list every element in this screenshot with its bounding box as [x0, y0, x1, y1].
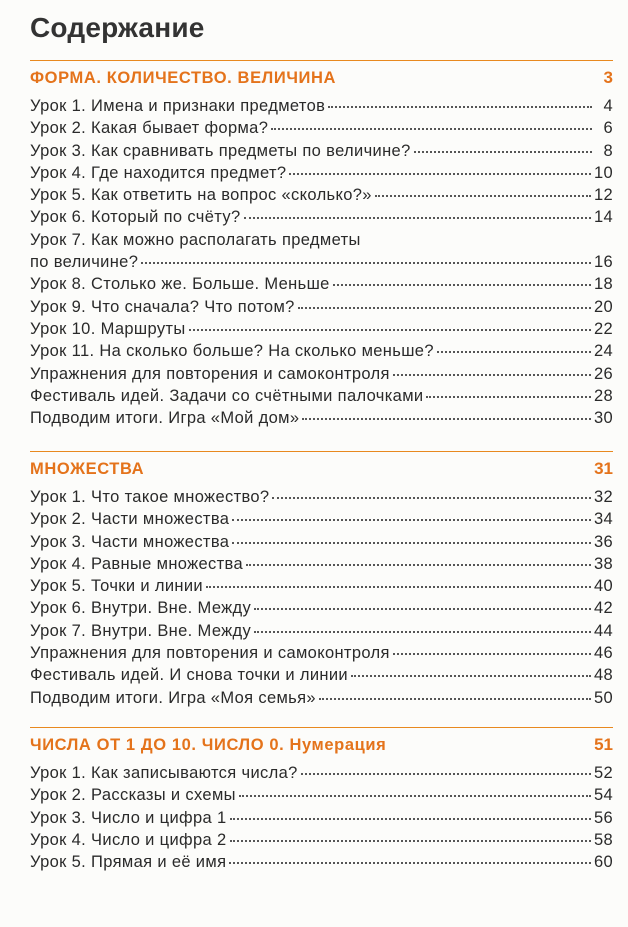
toc-entry-page: 52	[593, 764, 613, 782]
toc-entry-page: 32	[593, 488, 613, 506]
toc-entry-page: 56	[593, 808, 613, 827]
toc-entry-title: Урок 4. Где находится предмет?	[30, 163, 287, 182]
dot-leader	[319, 698, 591, 700]
toc-entry-page: 28	[593, 386, 613, 405]
toc-entry[interactable]	[30, 273, 613, 295]
dot-leader	[393, 653, 591, 655]
toc-entry-page: 38	[593, 554, 613, 573]
toc-entry-title: Урок 10. Маршруты	[30, 319, 186, 338]
dot-leader	[289, 173, 591, 175]
dot-leader	[230, 840, 591, 842]
toc-entry-title: Упражнения для повторения и самоконтроля	[30, 364, 390, 383]
dot-leader	[254, 608, 591, 610]
toc-entry-title: Урок 4. Равные множества	[30, 554, 243, 573]
toc-entry[interactable]	[30, 140, 613, 162]
dot-leader	[229, 862, 591, 864]
section-heading	[30, 451, 613, 486]
toc-entry-title: Урок 1. Как записываются числа?	[30, 764, 298, 782]
toc-entry-title: Урок 2. Какая бывает форма?	[30, 119, 269, 138]
toc-entry[interactable]	[30, 486, 613, 508]
section-page-number: 51	[594, 735, 613, 754]
toc-entry-page: 26	[593, 364, 613, 383]
page-title: Содержание	[30, 12, 205, 43]
dot-leader	[414, 151, 592, 153]
toc-entry-page: 34	[593, 510, 613, 529]
toc-entry[interactable]	[30, 829, 613, 851]
toc-entry-title: Урок 3. Части множества	[30, 532, 230, 551]
toc-entry-title: Урок 5. Точки и линии	[30, 577, 204, 596]
toc-entry-title: Урок 9. Что сначала? Что потом?	[30, 297, 295, 316]
dot-leader	[393, 374, 591, 376]
toc-entry-page: 58	[593, 830, 613, 849]
toc-entry-page: 22	[593, 319, 613, 338]
toc-entry-title: Урок 4. Число и цифра 2	[30, 830, 227, 849]
toc-entry-title: Упражнения для повторения и самоконтроля	[30, 644, 390, 663]
toc-entry-page: 42	[593, 599, 613, 618]
toc-entry-title: Урок 1. Что такое множество?	[30, 488, 270, 506]
toc-entry-title: Урок 3. Число и цифра 1	[30, 808, 227, 827]
toc-entry-title: Урок 2. Рассказы и схемы	[30, 786, 236, 805]
dot-leader	[271, 128, 592, 130]
toc-entry[interactable]	[30, 296, 613, 318]
toc-section-sets	[30, 451, 613, 709]
section-page-number: 31	[594, 459, 613, 478]
toc-entry[interactable]	[30, 851, 613, 873]
toc-entry-title: Урок 7. Внутри. Вне. Между	[30, 621, 252, 640]
toc-entry[interactable]	[30, 553, 613, 575]
dot-leader	[328, 106, 592, 108]
toc-entry-title: Урок 7. Как можно располагать предметы	[30, 230, 361, 249]
toc-entry[interactable]	[30, 407, 613, 429]
section-heading	[30, 60, 613, 95]
toc-entry[interactable]	[30, 229, 613, 251]
toc-entry-title: Урок 6. Который по счёту?	[30, 208, 241, 227]
toc-entry-page: 12	[593, 186, 613, 205]
toc-entry[interactable]	[30, 251, 613, 273]
dot-leader	[302, 418, 591, 420]
toc-entry-page: 10	[593, 163, 613, 182]
toc-entry[interactable]	[30, 575, 613, 597]
section-page-number: 3	[603, 68, 613, 87]
dot-leader	[232, 519, 591, 521]
dot-leader	[246, 564, 591, 566]
toc-entry-title: по величине?	[30, 253, 139, 272]
section-title: ФОРМА. КОЛИЧЕСТВО. ВЕЛИЧИНА	[30, 68, 336, 87]
toc-entry-title: Подводим итоги. Игра «Мой дом»	[30, 409, 300, 428]
dot-leader	[254, 631, 591, 633]
toc-entry-title: Урок 2. Части множества	[30, 510, 230, 529]
dot-leader	[230, 818, 591, 820]
toc-entry-title: Урок 6. Внутри. Вне. Между	[30, 599, 252, 618]
toc-entry-page: 24	[593, 342, 613, 361]
toc-entry[interactable]	[30, 340, 613, 362]
toc-entry-page: 14	[593, 208, 613, 227]
toc-entry-title: Урок 5. Прямая и её имя	[30, 853, 227, 872]
section-title: МНОЖЕСТВА	[30, 459, 145, 478]
toc-entry[interactable]	[30, 664, 613, 686]
dot-leader	[301, 773, 591, 775]
toc-entry[interactable]	[30, 807, 613, 829]
toc-entry[interactable]	[30, 206, 613, 228]
toc-entry[interactable]	[30, 642, 613, 664]
section-heading	[30, 727, 613, 762]
toc-entry-page: 16	[593, 253, 613, 272]
toc-entry[interactable]	[30, 95, 613, 117]
toc-entry[interactable]	[30, 687, 613, 709]
toc-section-numbers	[30, 727, 613, 873]
section-title: ЧИСЛА ОТ 1 ДО 10. ЧИСЛО 0. Нумерация	[30, 735, 387, 754]
toc-entry-title: Фестиваль идей. И снова точки и линии	[30, 666, 348, 685]
toc-entry-page: 4	[603, 97, 613, 115]
toc-entry[interactable]	[30, 508, 613, 530]
toc-entry-title: Фестиваль идей. Задачи со счётными палочками	[30, 386, 424, 405]
toc-entry-page: 50	[593, 688, 613, 707]
toc-entry-page: 20	[593, 297, 613, 316]
toc-entry-page: 48	[593, 666, 613, 685]
toc-entry[interactable]	[30, 597, 613, 619]
toc-entry-title: Урок 3. Как сравнивать предметы по величине?	[30, 141, 411, 160]
toc-entry-page: 54	[593, 786, 613, 805]
toc-entry-page: 60	[593, 853, 613, 872]
dot-leader	[333, 284, 591, 286]
toc-entry[interactable]	[30, 784, 613, 806]
toc-entry-page: 18	[593, 275, 613, 294]
dot-leader	[206, 586, 591, 588]
toc-entry[interactable]	[30, 385, 613, 407]
toc-entry[interactable]	[30, 117, 613, 139]
dot-leader	[189, 329, 591, 331]
dot-leader	[351, 675, 591, 677]
toc-entry[interactable]	[30, 184, 613, 206]
toc-entry-page: 46	[593, 644, 613, 663]
dot-leader	[141, 262, 591, 264]
toc-entry[interactable]	[30, 620, 613, 642]
toc-entry-page: 30	[593, 409, 613, 428]
toc-entry-title: Урок 8. Столько же. Больше. Меньше	[30, 275, 330, 294]
dot-leader	[375, 195, 591, 197]
toc-entry-page: 36	[593, 532, 613, 551]
toc-entry-title: Урок 1. Имена и признаки предметов	[30, 97, 326, 115]
dot-leader	[272, 497, 590, 499]
dot-leader	[437, 351, 591, 353]
dot-leader	[244, 217, 591, 219]
toc-entry-title: Подводим итоги. Игра «Моя семья»	[30, 688, 316, 707]
toc-entry-page: 6	[603, 119, 613, 138]
dot-leader	[298, 307, 591, 309]
toc-entry[interactable]	[30, 162, 613, 184]
toc-entry[interactable]	[30, 318, 613, 340]
toc-entry-page: 40	[593, 577, 613, 596]
toc-entry-title: Урок 5. Как ответить на вопрос «сколько?»	[30, 186, 372, 205]
toc-entry-title: Урок 11. На сколько больше? На сколько меньше?	[30, 342, 434, 361]
toc-entry[interactable]	[30, 762, 613, 784]
toc-entry[interactable]	[30, 531, 613, 553]
toc-entry-page: 8	[603, 141, 613, 160]
toc-entry-page: 44	[593, 621, 613, 640]
toc-entry[interactable]	[30, 363, 613, 385]
dot-leader	[239, 795, 591, 797]
dot-leader	[232, 542, 591, 544]
toc-section-form	[30, 60, 613, 429]
dot-leader	[426, 396, 590, 398]
